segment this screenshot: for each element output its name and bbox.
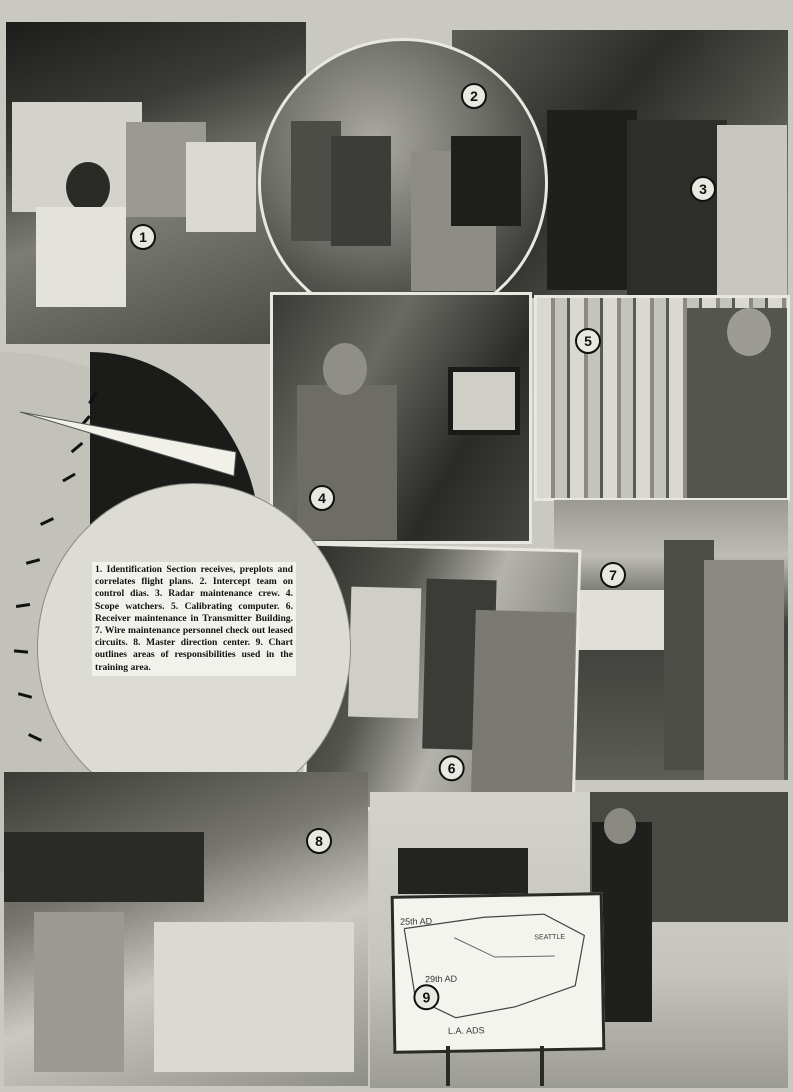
caption-text: 1. Identification Section receives, preplots and correlates flight plans. 2. Intercept team on control dias. 3. Radar maintenance crew. 4. Scope watchers. 5. Calibrating computer. 6. Receiver maintenance in Transmitter Building. 7. Wire maintenance personnel check out leased circuits. 8. Master direction center. 9. Chart outlines areas of responsibilities used in the training area. [92, 562, 296, 676]
chart-label: 29th AD [425, 973, 458, 985]
worker [704, 560, 784, 780]
officer [331, 136, 391, 246]
photo-number-badge: 1 [130, 224, 156, 250]
controller [34, 912, 124, 1072]
chart-label: L.A. ADS [447, 1025, 485, 1036]
photo-number-badge: 2 [461, 83, 487, 109]
chart-label: 25th AD [400, 916, 433, 927]
control-desk [154, 922, 354, 1072]
photo-number-badge: 9 [413, 984, 439, 1010]
training-chart [391, 892, 606, 1054]
second-operator [186, 142, 256, 232]
photo-8-master-direction-center [4, 772, 368, 1086]
crew-member [547, 110, 637, 290]
technician-head [727, 308, 771, 356]
dial-needle [20, 408, 240, 478]
control-console [451, 136, 521, 226]
photo-9-training-chart [370, 792, 788, 1088]
patch-panel [574, 590, 664, 650]
photo-number-badge: 7 [600, 562, 626, 588]
photo-number-badge: 5 [575, 328, 601, 354]
operator-shirt [36, 207, 126, 307]
photo-number-badge: 4 [309, 485, 335, 511]
photo-number-badge: 3 [690, 176, 716, 202]
photo-number-badge: 6 [438, 755, 465, 782]
receiver-rack [348, 587, 421, 719]
operator-head [66, 162, 110, 212]
photo-2-intercept-team [258, 38, 548, 328]
airman-head [323, 343, 367, 395]
instructor-head [604, 808, 636, 844]
wall-displays [4, 832, 204, 902]
photo-number-badge: 8 [306, 828, 332, 854]
chart-label: SEATTLE [534, 933, 566, 942]
photo-5-calibrating-computer [534, 295, 790, 501]
easel-leg [540, 1046, 544, 1086]
crew-member [717, 125, 787, 295]
crew-member [627, 120, 727, 298]
photo-7-wire-maintenance [554, 500, 788, 780]
blackboard [398, 848, 528, 894]
sergeant [471, 610, 576, 813]
airman [297, 385, 397, 540]
photo-4-scope-watchers [270, 292, 532, 544]
easel-leg [446, 1046, 450, 1086]
radar-scope [448, 367, 520, 435]
